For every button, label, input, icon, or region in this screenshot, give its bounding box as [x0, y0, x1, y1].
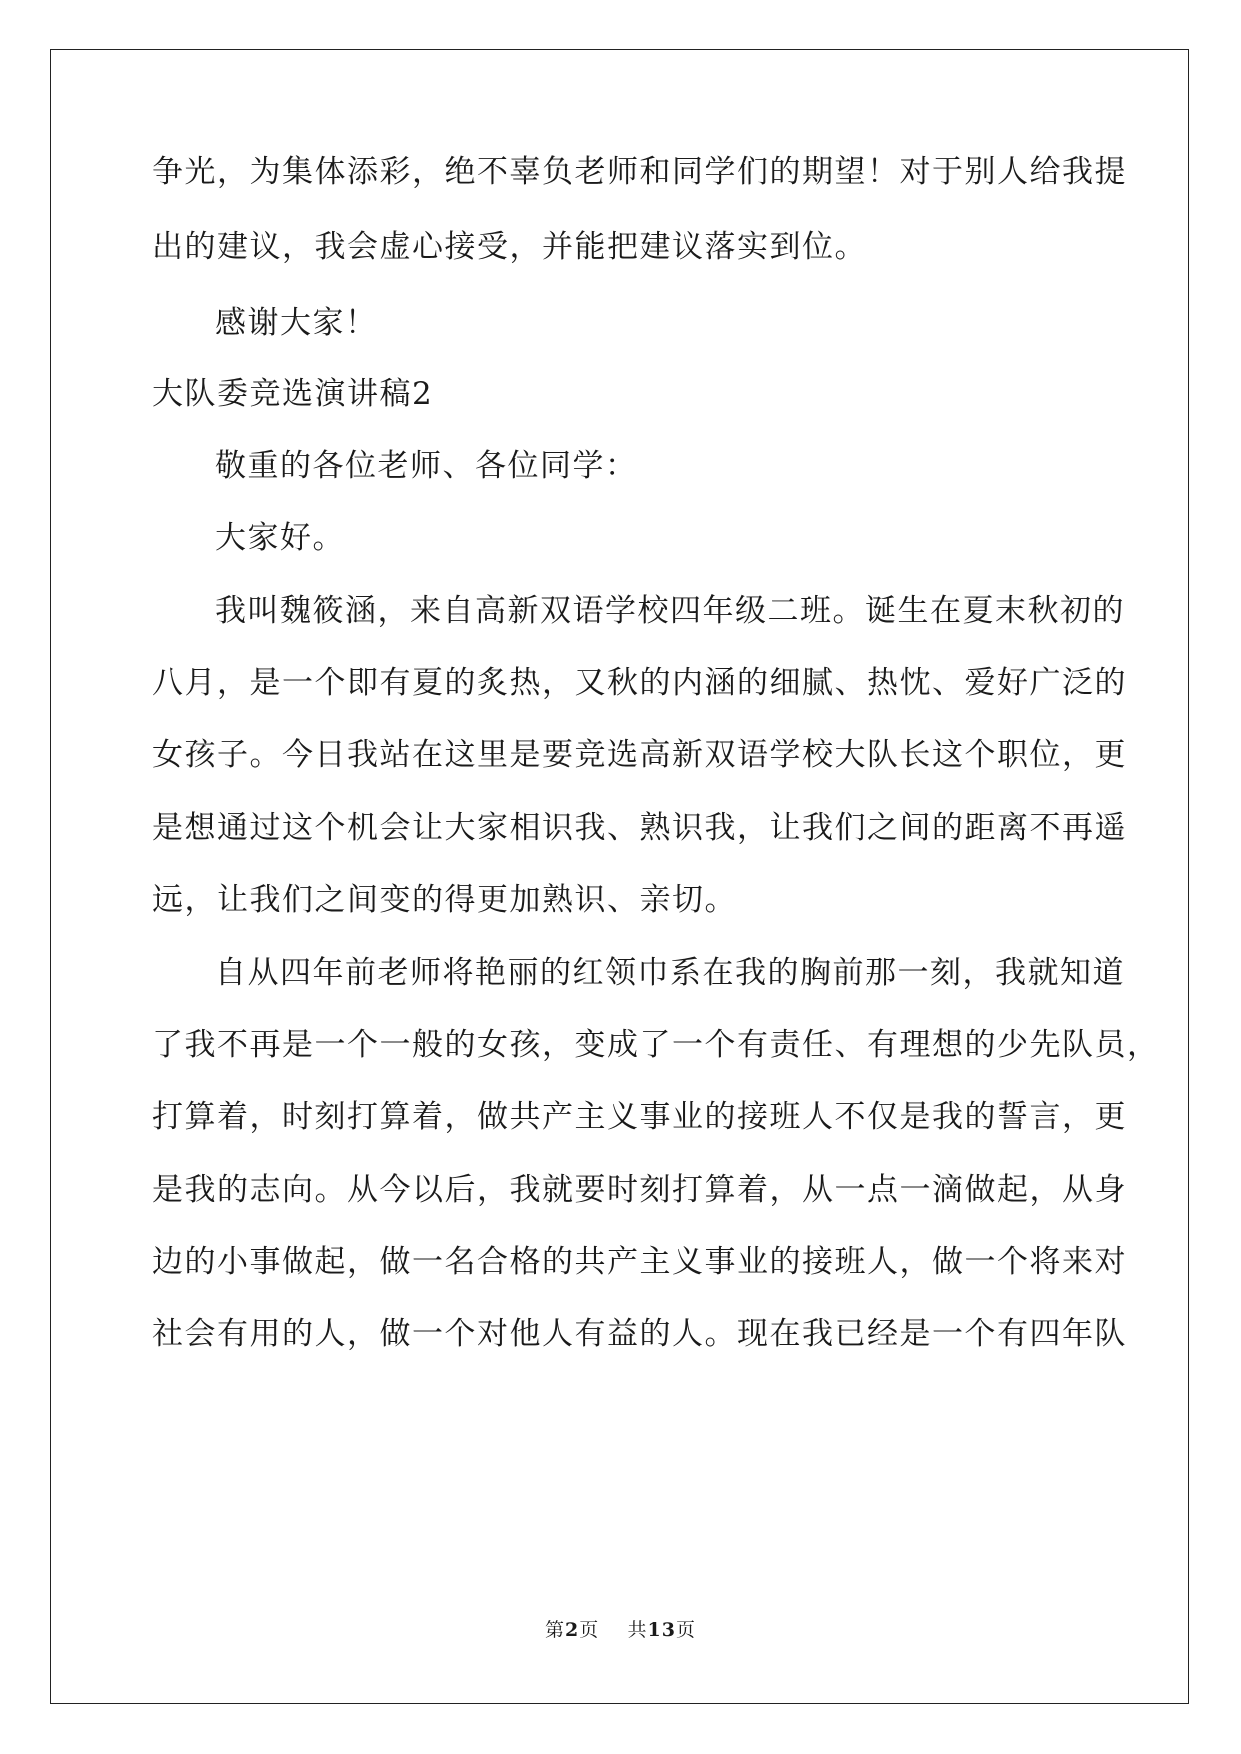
paragraph-line: 大家好。	[215, 520, 345, 556]
paragraph-line: 自从四年前老师将艳丽的红领巾系在我的胸前那一刻，我就知道	[215, 955, 1125, 991]
paragraph-line: 敬重的各位老师、各位同学：	[215, 448, 638, 484]
footer-page-suffix: 页	[579, 1619, 600, 1641]
paragraph-line: 女孩子。今日我站在这里是要竞选高新双语学校大队长这个职位，更	[152, 737, 1127, 773]
footer-prefix: 第	[545, 1619, 566, 1641]
footer-page-number: 2	[565, 1619, 580, 1641]
paragraph-line: 争光，为集体添彩，绝不辜负老师和同学们的期望！对于别人给我提	[152, 154, 1127, 190]
paragraph-line: 是想通过这个机会让大家相识我、熟识我，让我们之间的距离不再遥	[152, 810, 1127, 846]
paragraph-line: 社会有用的人，做一个对他人有益的人。现在我已经是一个有四年队	[152, 1316, 1127, 1352]
paragraph-line: 了我不再是一个一般的女孩，变成了一个有责任、有理想的少先队员，	[152, 1027, 1160, 1063]
paragraph-line: 是我的志向。从今以后，我就要时刻打算着，从一点一滴做起，从身	[152, 1172, 1127, 1208]
paragraph-line: 出的建议，我会虚心接受，并能把建议落实到位。	[152, 229, 867, 265]
section-heading: 大队委竞选演讲稿2	[152, 376, 434, 412]
page-frame	[50, 49, 1189, 1704]
paragraph-line: 感谢大家！	[215, 305, 378, 341]
paragraph-line: 我叫魏筱涵，来自高新双语学校四年级二班。诞生在夏末秋初的	[215, 593, 1125, 629]
paragraph-line: 八月，是一个即有夏的炙热，又秋的内涵的细腻、热忱、爱好广泛的	[152, 665, 1127, 701]
paragraph-line: 打算着，时刻打算着，做共产主义事业的接班人不仅是我的誓言，更	[152, 1099, 1127, 1135]
footer-total-suffix: 页	[675, 1619, 696, 1641]
paragraph-line: 远，让我们之间变的得更加熟识、亲切。	[152, 882, 737, 918]
page-footer	[0, 1618, 1241, 1642]
paragraph-line: 边的小事做起，做一名合格的共产主义事业的接班人，做一个将来对	[152, 1244, 1127, 1280]
footer-total-prefix: 共	[627, 1619, 648, 1641]
footer-total-pages: 13	[647, 1619, 676, 1641]
